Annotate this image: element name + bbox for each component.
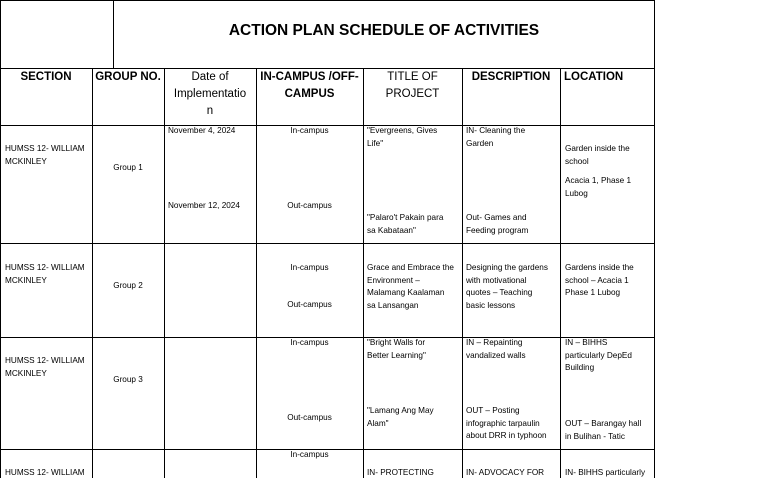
row1-date-1: November 4, 2024 (168, 126, 236, 135)
grid-line (92, 68, 93, 478)
row2-group: Group 2 (113, 281, 143, 290)
row1-campus-1: In-campus (290, 126, 329, 135)
grid-line (462, 68, 463, 478)
header-description: DESCRIPTION (471, 71, 551, 83)
row2-desc: Designing the gardens with motivational quotes – Teaching basic lessons (466, 263, 548, 310)
header-date: Date of Implementatio n (173, 71, 247, 117)
row3-loc-1: IN – BIHHS particularly DepEd Building (565, 338, 632, 372)
row3-section: HUMSS 12- WILLIAM MCKINLEY (5, 356, 85, 378)
row4-desc: IN- ADVOCACY FOR (466, 468, 545, 477)
row4-loc: IN- BIHHS particularly (565, 468, 646, 477)
row2-section: HUMSS 12- WILLIAM MCKINLEY (5, 263, 85, 285)
row3-loc-2: OUT – Barangay hall in Bulihan - Tatic (565, 419, 642, 441)
row1-group: Group 1 (113, 163, 143, 172)
row1-desc-2: Out- Games and Feeding program (466, 213, 529, 235)
grid-line (560, 68, 561, 478)
header-location: LOCATION (564, 71, 624, 83)
row3-desc-1: IN – Repainting vandalized walls (466, 338, 526, 360)
row1-project-2: "Palaro't Pakain para sa Kabataan" (367, 213, 444, 235)
row1-section: HUMSS 12- WILLIAM MCKINLEY (5, 144, 85, 166)
grid-line (363, 68, 364, 478)
row1-campus-2: Out-campus (287, 201, 332, 210)
row4-project: IN- PROTECTING (367, 468, 434, 477)
row1-date-2: November 12, 2024 (168, 201, 240, 210)
row4-section: HUMSS 12- WILLIAM (5, 468, 85, 477)
grid-line (164, 68, 165, 478)
header-section: SECTION (20, 71, 72, 83)
row3-campus-1: In-campus (290, 338, 329, 347)
header-project: TITLE OF PROJECT (385, 71, 440, 100)
row3-project-1: "Bright Walls for Better Learning" (367, 338, 426, 360)
grid-line (654, 0, 655, 478)
row2-project: Grace and Embrace the Environment – Malamang Kaalaman sa Lansangan (367, 263, 454, 310)
row2-campus-2: Out-campus (287, 300, 332, 309)
row2-loc: Gardens inside the school – Acacia 1 Phase 1 Lubog (565, 263, 634, 297)
page-title: ACTION PLAN SCHEDULE OF ACTIVITIES (228, 22, 540, 39)
row1-desc-1: IN- Cleaning the Garden (466, 126, 526, 148)
grid-line (0, 243, 654, 244)
row3-group: Group 3 (113, 375, 143, 384)
row4-campus-1: In-campus (290, 450, 329, 459)
row3-desc-2: OUT – Posting infographic tarpaulin about DRR in typhoon (466, 406, 547, 440)
row2-campus-1: In-campus (290, 263, 329, 272)
row1-loc-1: Garden inside the school (565, 144, 630, 166)
row3-campus-2: Out-campus (287, 413, 332, 422)
header-group: GROUP NO. (95, 71, 161, 83)
row1-loc-2: Acacia 1, Phase 1 Lubog (565, 176, 631, 198)
grid-line (0, 0, 654, 1)
header-campus: IN-CAMPUS /OFF- CAMPUS (260, 71, 359, 100)
row3-project-2: "Lamang Ang May Alam" (367, 406, 434, 428)
row1-project-1: "Evergreens, Gives Life" (367, 126, 438, 148)
